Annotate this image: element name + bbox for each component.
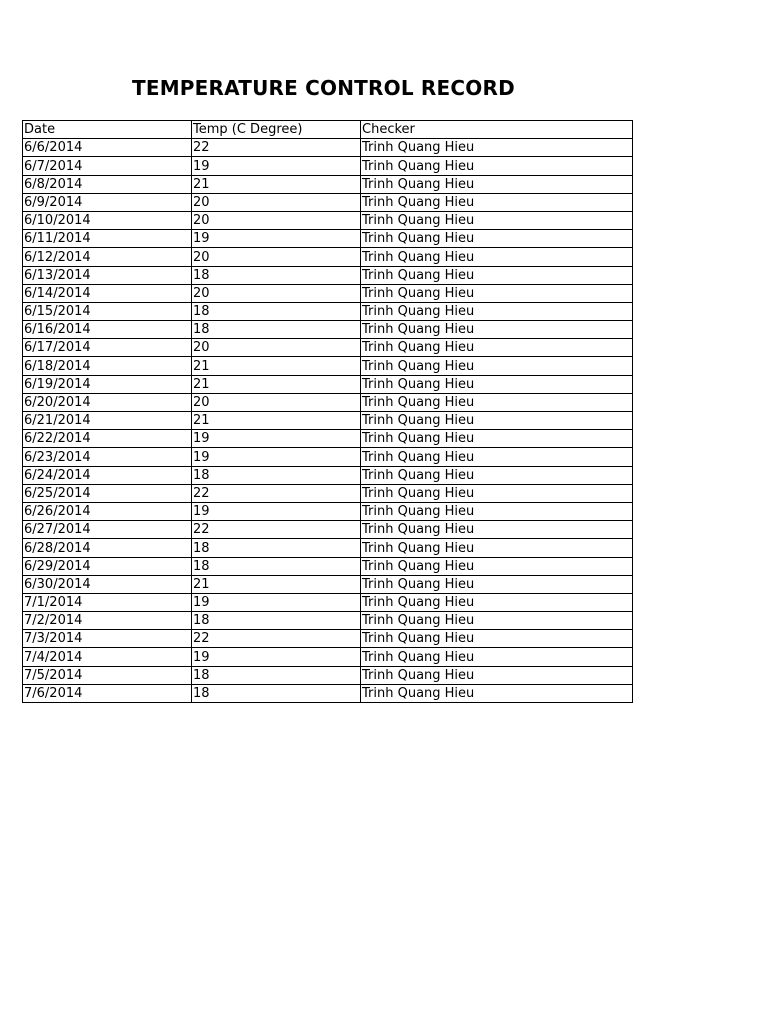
temp-cell: 19 (192, 593, 361, 611)
temp-cell: 18 (192, 666, 361, 684)
temp-cell: 19 (192, 648, 361, 666)
checker-cell: Trinh Quang Hieu (361, 175, 633, 193)
date-cell: 6/7/2014 (23, 157, 192, 175)
temp-cell: 18 (192, 266, 361, 284)
date-cell: 7/4/2014 (23, 648, 192, 666)
table-row (23, 412, 633, 430)
table-row (23, 630, 633, 648)
checker-cell: Trinh Quang Hieu (361, 448, 633, 466)
table-row (23, 339, 633, 357)
checker-cell: Trinh Quang Hieu (361, 157, 633, 175)
date-cell: 7/3/2014 (23, 630, 192, 648)
date-cell: 6/10/2014 (23, 211, 192, 229)
temp-cell: 19 (192, 230, 361, 248)
temp-cell: 22 (192, 630, 361, 648)
temp-cell: 21 (192, 575, 361, 593)
temp-cell: 18 (192, 466, 361, 484)
temp-cell: 20 (192, 193, 361, 211)
checker-cell: Trinh Quang Hieu (361, 230, 633, 248)
checker-cell: Trinh Quang Hieu (361, 484, 633, 502)
temp-cell: 21 (192, 375, 361, 393)
checker-cell: Trinh Quang Hieu (361, 302, 633, 320)
date-cell: 6/30/2014 (23, 575, 192, 593)
checker-cell: Trinh Quang Hieu (361, 266, 633, 284)
date-cell: 7/1/2014 (23, 593, 192, 611)
table-row (23, 648, 633, 666)
date-cell: 6/27/2014 (23, 521, 192, 539)
temp-cell: 18 (192, 612, 361, 630)
date-cell: 6/9/2014 (23, 193, 192, 211)
checker-cell: Trinh Quang Hieu (361, 666, 633, 684)
date-cell: 6/24/2014 (23, 466, 192, 484)
table-row (23, 593, 633, 611)
checker-cell: Trinh Quang Hieu (361, 521, 633, 539)
temp-cell: 19 (192, 502, 361, 520)
checker-cell: Trinh Quang Hieu (361, 193, 633, 211)
date-cell: 6/14/2014 (23, 284, 192, 302)
temp-cell: 22 (192, 521, 361, 539)
checker-cell: Trinh Quang Hieu (361, 357, 633, 375)
date-cell: 6/11/2014 (23, 230, 192, 248)
date-cell: 6/12/2014 (23, 248, 192, 266)
temp-cell: 22 (192, 139, 361, 157)
table-row (23, 539, 633, 557)
table-row (23, 684, 633, 702)
date-cell: 6/25/2014 (23, 484, 192, 502)
temp-cell: 18 (192, 321, 361, 339)
checker-cell: Trinh Quang Hieu (361, 630, 633, 648)
table-row (23, 357, 633, 375)
page-title: TEMPERATURE CONTROL RECORD (132, 76, 515, 100)
table-row (23, 139, 633, 157)
temp-cell: 21 (192, 412, 361, 430)
table-row (23, 302, 633, 320)
temp-cell: 20 (192, 248, 361, 266)
checker-cell: Trinh Quang Hieu (361, 648, 633, 666)
temp-cell: 22 (192, 484, 361, 502)
table-row (23, 430, 633, 448)
temp-cell: 19 (192, 430, 361, 448)
table-row (23, 284, 633, 302)
temp-cell: 19 (192, 157, 361, 175)
date-cell: 6/15/2014 (23, 302, 192, 320)
date-cell: 6/8/2014 (23, 175, 192, 193)
date-cell: 6/21/2014 (23, 412, 192, 430)
date-cell: 6/16/2014 (23, 321, 192, 339)
temp-cell: 18 (192, 684, 361, 702)
checker-cell: Trinh Quang Hieu (361, 539, 633, 557)
checker-cell: Trinh Quang Hieu (361, 612, 633, 630)
checker-cell: Trinh Quang Hieu (361, 466, 633, 484)
temp-cell: 20 (192, 339, 361, 357)
table-row (23, 193, 633, 211)
date-cell: 6/26/2014 (23, 502, 192, 520)
checker-cell: Trinh Quang Hieu (361, 321, 633, 339)
checker-cell: Trinh Quang Hieu (361, 557, 633, 575)
table-row (23, 557, 633, 575)
date-cell: 7/5/2014 (23, 666, 192, 684)
checker-cell: Trinh Quang Hieu (361, 430, 633, 448)
temp-cell: 21 (192, 175, 361, 193)
checker-cell: Trinh Quang Hieu (361, 339, 633, 357)
table-row (23, 211, 633, 229)
column-header-date: Date (23, 121, 192, 139)
table-row (23, 448, 633, 466)
temp-cell: 20 (192, 393, 361, 411)
date-cell: 6/28/2014 (23, 539, 192, 557)
checker-cell: Trinh Quang Hieu (361, 593, 633, 611)
table-row (23, 157, 633, 175)
checker-cell: Trinh Quang Hieu (361, 211, 633, 229)
temp-cell: 18 (192, 302, 361, 320)
date-cell: 6/22/2014 (23, 430, 192, 448)
checker-cell: Trinh Quang Hieu (361, 575, 633, 593)
table-body (23, 139, 633, 703)
table-row (23, 248, 633, 266)
temp-cell: 18 (192, 557, 361, 575)
table-row (23, 375, 633, 393)
date-cell: 6/23/2014 (23, 448, 192, 466)
table-row (23, 266, 633, 284)
temp-cell: 18 (192, 539, 361, 557)
date-cell: 7/6/2014 (23, 684, 192, 702)
date-cell: 6/20/2014 (23, 393, 192, 411)
checker-cell: Trinh Quang Hieu (361, 248, 633, 266)
checker-cell: Trinh Quang Hieu (361, 284, 633, 302)
date-cell: 6/29/2014 (23, 557, 192, 575)
temp-cell: 19 (192, 448, 361, 466)
date-cell: 6/17/2014 (23, 339, 192, 357)
date-cell: 6/13/2014 (23, 266, 192, 284)
table-row (23, 666, 633, 684)
date-cell: 6/19/2014 (23, 375, 192, 393)
table-row (23, 521, 633, 539)
checker-cell: Trinh Quang Hieu (361, 375, 633, 393)
checker-cell: Trinh Quang Hieu (361, 412, 633, 430)
temperature-table (22, 120, 633, 703)
date-cell: 6/18/2014 (23, 357, 192, 375)
table-header-row (23, 121, 633, 139)
column-header-temp: Temp (C Degree) (192, 121, 361, 139)
temp-cell: 20 (192, 211, 361, 229)
table-row (23, 393, 633, 411)
table-row (23, 175, 633, 193)
table-row (23, 484, 633, 502)
temp-cell: 21 (192, 357, 361, 375)
checker-cell: Trinh Quang Hieu (361, 684, 633, 702)
temp-cell: 20 (192, 284, 361, 302)
date-cell: 7/2/2014 (23, 612, 192, 630)
column-header-checker: Checker (361, 121, 633, 139)
table-row (23, 502, 633, 520)
table-row (23, 575, 633, 593)
checker-cell: Trinh Quang Hieu (361, 139, 633, 157)
table-row (23, 230, 633, 248)
table-row (23, 321, 633, 339)
checker-cell: Trinh Quang Hieu (361, 502, 633, 520)
table-row (23, 612, 633, 630)
checker-cell: Trinh Quang Hieu (361, 393, 633, 411)
date-cell: 6/6/2014 (23, 139, 192, 157)
table-row (23, 466, 633, 484)
